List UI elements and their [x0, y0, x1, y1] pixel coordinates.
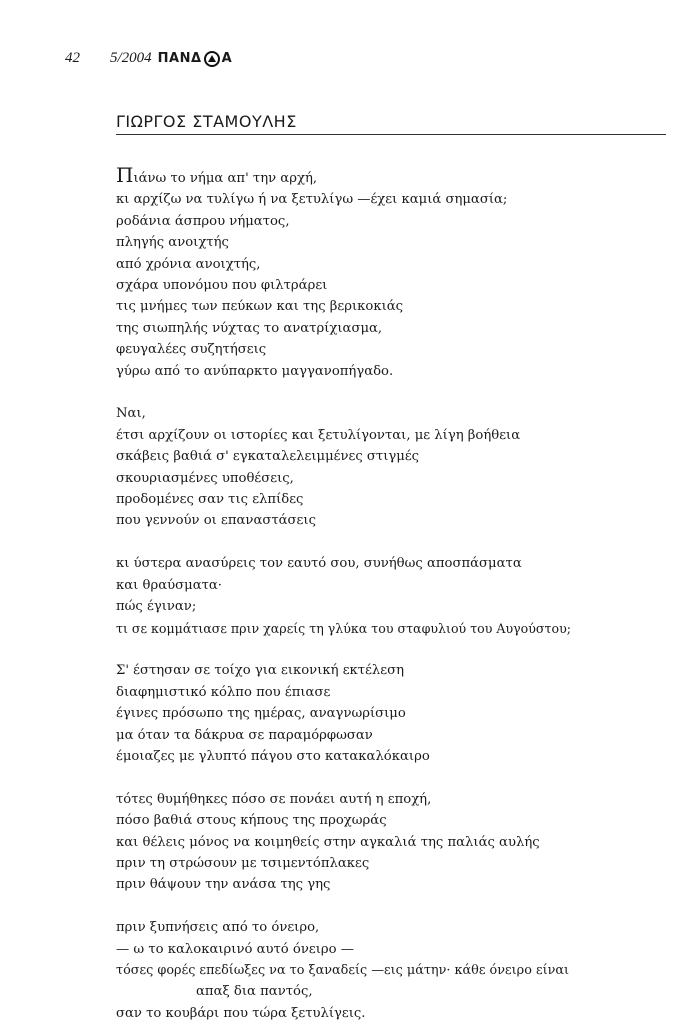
poem-line: πριν τη στρώσουν με τσιμεντόπλακες	[116, 855, 370, 871]
poem-line: κι ύστερα ανασύρεις τον εαυτό σου, συνήθως αποσπάσματα	[116, 556, 522, 572]
poem-line: πριν ξυπνήσεις από το όνειρο,	[116, 920, 320, 936]
poem-line: από χρόνια ανοιχτής,	[116, 256, 261, 272]
poem-line: προδομένες σαν τις ελπίδες	[116, 492, 304, 508]
poem-line: και θέλεις μόνος να κοιμηθείς στην αγκαλιά της παλιάς αυλής	[116, 834, 540, 850]
poem-body	[116, 163, 676, 1024]
first-line-text: ιάνω το νήμα απ' την αρχή,	[133, 171, 318, 186]
poem-line: που γεννούν οι επαναστάσεις	[116, 513, 316, 529]
poem-line: απαξ δια παντός,	[196, 984, 313, 1000]
poem-line: φευγαλέες συζητήσεις	[116, 342, 267, 358]
poem-line: σαν το κουβάρι που τώρα ξετυλίγεις.	[116, 1005, 366, 1021]
poem-line: πριν θάψουν την ανάσα της γης	[116, 877, 331, 893]
poem-line: τόσες φορές επεδίωξες να το ξαναδείς —εις μάτην· κάθε όνειρο είναι	[116, 962, 570, 978]
poem-line: κι αρχίζω να τυλίγω ή να ξετυλίγω —έχει καμιά σημασία;	[116, 192, 508, 208]
stanza-3	[116, 553, 676, 639]
author-name: ΓΙΩΡΓΟΣ ΣΤΑΜΟΥΛΗΣ	[116, 112, 297, 131]
poem-line: πώς έγιναν;	[116, 599, 197, 615]
drop-cap: Π	[116, 163, 134, 187]
poem-line: διαφημιστικό κόλπο που έπιασε	[116, 684, 331, 700]
poem-line: σχάρα υπονόμου που φιλτράρει	[116, 278, 328, 294]
poem-line: έγινες πρόσωπο της ημέρας, αναγνωρίσιμο	[116, 706, 406, 722]
poem-line: και θραύσματα·	[116, 577, 222, 593]
magazine-logo-suffix: Α	[221, 51, 233, 66]
poem-line: έμοιαζες με γλυπτό πάγου στο κατακαλόκαιρο	[116, 748, 430, 764]
poem-line: της σιωπηλής νύχτας το ανατρίχιασμα,	[116, 320, 383, 336]
poem-line: Σ' έστησαν σε τοίχο για εικονική εκτέλεση	[116, 663, 404, 679]
magazine-logo-prefix: ΠΑΝΔ	[157, 51, 202, 66]
poem-line: σκάβεις βαθιά σ' εγκαταλελειμμένες στιγμές	[116, 449, 420, 465]
poem-line: τότες θυμήθηκες πόσο σε πονάει αυτή η εποχή,	[116, 791, 432, 807]
stanza-4	[116, 660, 676, 767]
stanza-6	[116, 917, 676, 1024]
pandora-omega-icon	[203, 51, 221, 67]
page-number: 42	[65, 50, 80, 66]
title-divider	[116, 134, 666, 135]
poem-line: ροδάνια άσπρου νήματος,	[116, 213, 290, 229]
poem-line	[116, 163, 676, 189]
page-header	[65, 50, 232, 67]
issue-number: 5/2004	[110, 50, 152, 66]
poem-line: μα όταν τα δάκρυα σε παραμόρφωσαν	[116, 727, 373, 743]
poem-line: πληγής ανοιχτής	[116, 235, 229, 251]
stanza-5	[116, 789, 676, 896]
poem-line: πόσο βαθιά στους κήπους της προχωράς	[116, 813, 387, 829]
poem-line: — ω το καλοκαιρινό αυτό όνειρο —	[116, 941, 354, 957]
stanza-1	[116, 163, 676, 382]
stanza-2	[116, 403, 676, 531]
poem-line: τι σε κομμάτιασε πριν χαρείς τη γλύκα του σταφυλιού του Αυγούστου;	[116, 620, 571, 636]
poem-line: Ναι,	[116, 406, 146, 422]
poem-line: έτσι αρχίζουν οι ιστορίες και ξετυλίγονται, με λίγη βοήθεια	[116, 427, 521, 443]
poem-line: σκουριασμένες υποθέσεις,	[116, 470, 294, 486]
poem-line: γύρω από το ανύπαρκτο μαγγανοπήγαδο.	[116, 363, 394, 379]
magazine-logo	[158, 51, 232, 67]
poem-line: τις μνήμες των πεύκων και της βερικοκιάς	[116, 299, 404, 315]
